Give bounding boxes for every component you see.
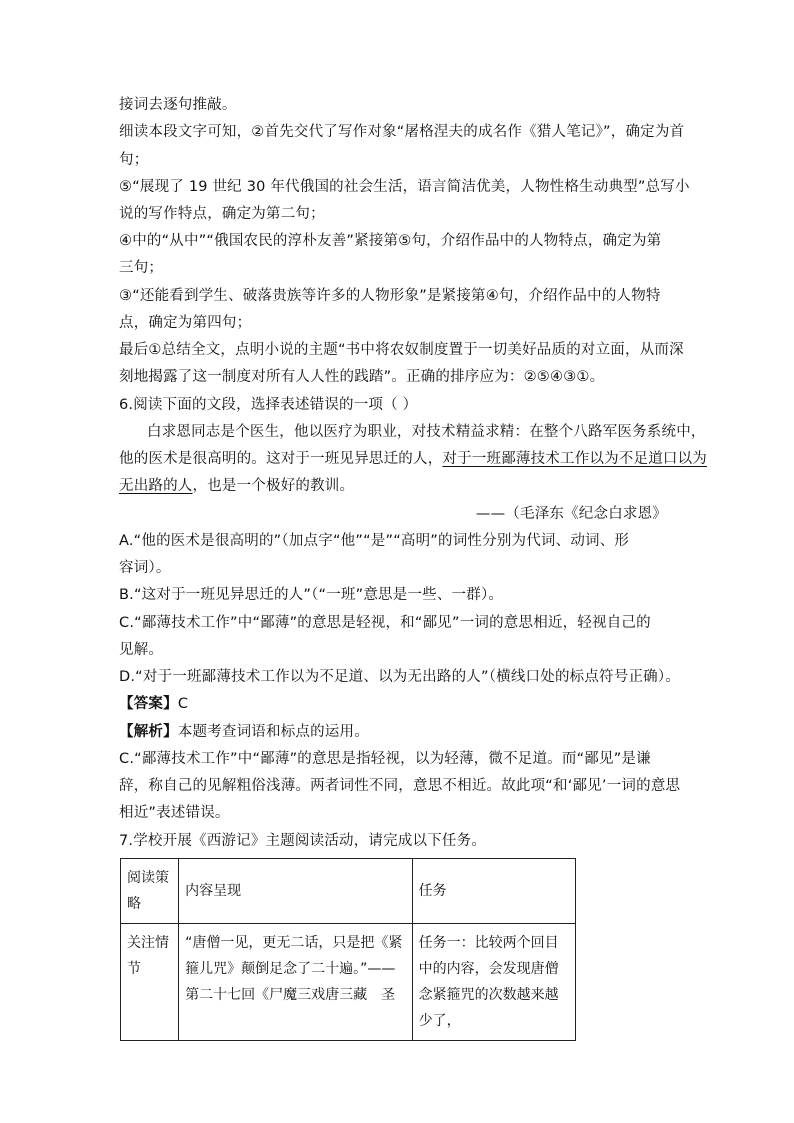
text-line: 句； [119, 152, 149, 168]
question-7: 7.学校开展《西游记》主题阅读活动，请完成以下任务。 [119, 833, 487, 849]
answer-value: C [177, 696, 189, 712]
cell-content: “唐僧一见，更无二话，只是把《紧箍儿咒》颠倒足念了二十遍。”——第二十七回《尸魔三戏唐三藏 圣 [179, 924, 413, 1041]
reading-task-table [120, 858, 576, 1041]
explanation-line [119, 722, 369, 742]
passage-line: 白求恩同志是个医生，他以医疗为职业，对技术精益求精：在整个八路军医务系统中， [147, 424, 706, 440]
cell-strategy: 关注情节 [121, 924, 179, 1041]
text-line: ⑤“展现了 19 世纪 30 年代俄国的社会生活，语言简洁优美，人物性格生动典型”总写小 [119, 179, 690, 195]
explanation-line: C.“鄙薄技术工作”中“鄙薄”的意思是指轻视，以为轻薄，微不足道。而“鄙见”是谦 [119, 751, 651, 767]
answer-tag: 【答案】 [119, 696, 178, 712]
text-line: 说的写作特点，确定为第二句； [119, 206, 325, 222]
question-6: 6.阅读下面的文段，选择表述错误的一项（ ） [119, 397, 418, 413]
text-line: ④中的“从中”“俄国农民的淳朴友善”紧接第⑤句，介绍作品中的人物特点，确定为第 [119, 233, 662, 249]
explanation-text: 本题考查词语和标点的运用。 [177, 724, 369, 740]
option-c-cont: 见解。 [119, 642, 164, 658]
table-header-row [121, 859, 576, 924]
header-task: 任务 [412, 859, 575, 924]
text-line: ③“还能看到学生、破落贵族等许多的人物形象”是紧接第④句，介绍作品中的人物特 [119, 288, 661, 304]
text-line: 最后①总结全文，点明小说的主题“书中将农奴制度置于一切美好品质的对立面，从而深 [119, 342, 684, 358]
text-line: 刻地揭露了这一制度对所有人人性的践踏”。正确的排序应为：②⑤④③①。 [119, 369, 605, 385]
text-line: 细读本段文字可知，②首先交代了写作对象“屠格涅夫的成名作《猎人笔记》”，确定为首 [119, 124, 685, 140]
header-strategy: 阅读策略 [121, 859, 179, 924]
text-line: 三句； [119, 260, 164, 276]
option-c: C.“鄙薄技术工作”中“鄙薄”的意思是轻视，和“鄙见”一词的意思相近，轻视自己的 [119, 615, 651, 631]
option-a-cont: 容词）。 [119, 560, 171, 576]
text-line: 接词去逐句推敲。 [119, 97, 237, 113]
passage-text: ，也是一个极好的教训。 [192, 478, 355, 494]
passage-line [119, 449, 707, 469]
table-row [121, 924, 576, 1041]
underlined-text: 无出路的人 [119, 478, 193, 494]
passage-source: ——（毛泽东《纪念白求恩》 [475, 506, 667, 522]
passage-text: 他的医术是很高明的。这对于一班见异思迁的人， [119, 451, 443, 467]
answer-line [119, 694, 188, 714]
underlined-text: 对于一班鄙薄技术工作以为不足道口以为 [442, 451, 708, 467]
explanation-line: 辞，称自己的见解粗俗浅薄。两者词性不同，意思不相近。故此项“和‘鄙见’一词的意思 [119, 778, 681, 794]
text-line: 点，确定为第四句； [119, 315, 252, 331]
explanation-tag: 【解析】 [119, 724, 178, 740]
option-b: B.“这对于一班见异思迁的人”（“一班”意思是一些、一群）。 [119, 587, 504, 603]
cell-task: 任务一：比较两个回目中的内容，会发现唐僧念紧箍咒的次数越来越少了， [412, 924, 575, 1041]
explanation-line: 相近”表述错误。 [119, 805, 230, 821]
option-a: A.“他的医术是很高明的”（加点字“他”“是”“高明”的词性分别为代词、动词、形 [119, 533, 630, 549]
passage-line [119, 476, 354, 496]
header-content: 内容呈现 [179, 859, 413, 924]
option-d: D.“对于一班鄙薄技术工作以为不足道、以为无出路的人”（横线口处的标点符号正确）。 [119, 669, 680, 685]
